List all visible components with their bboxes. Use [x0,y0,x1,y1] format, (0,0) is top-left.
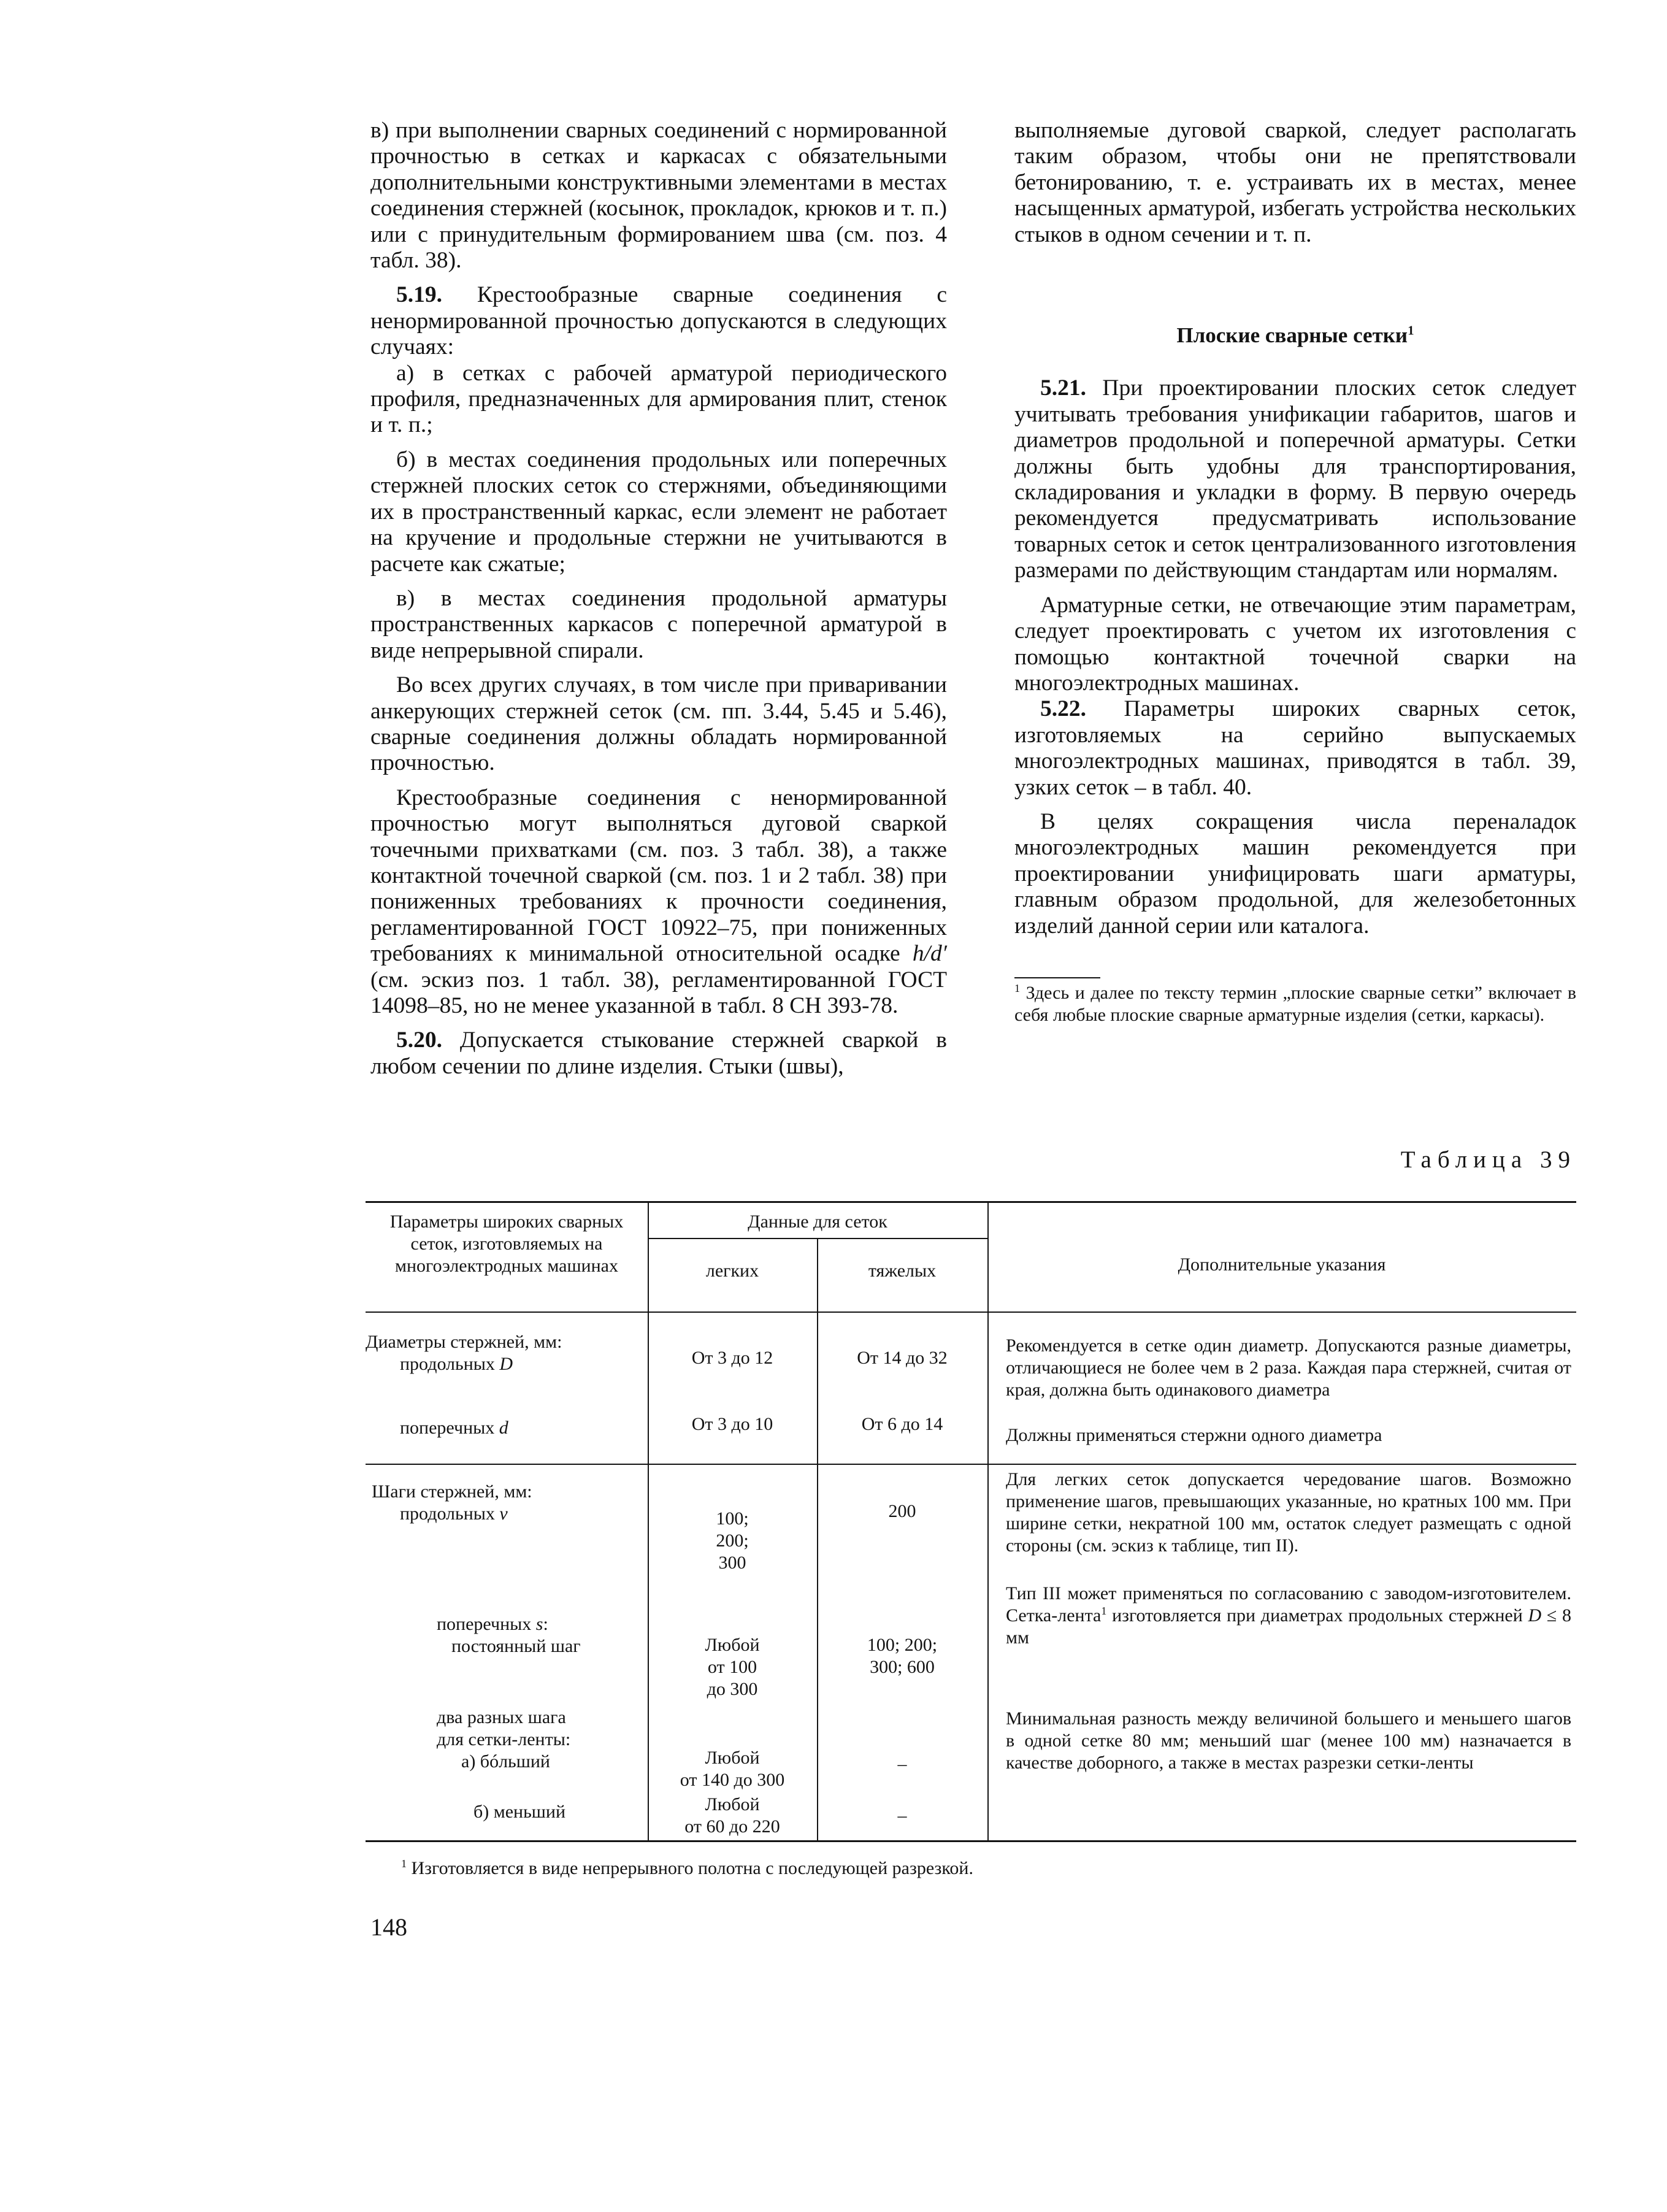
row-rule [366,1464,1576,1465]
table-bottom-rule [366,1840,1576,1842]
header-bottom-rule [366,1311,1576,1313]
formula: h/d′ [912,941,947,967]
paragraph-5-19 [370,282,947,360]
table-cell [648,1508,817,1574]
footnote-text: Здесь и далее по тексту термин „плоские сварные сетки” включает в себя любые плоские сварные арматурные изделия (сетки, каркасы). [1014,982,1576,1025]
note-text: изготовляется при диаметрах продольных стержней [1106,1605,1523,1626]
column-rule [817,1238,818,1840]
cell-line: от 140 до 300 [680,1770,785,1790]
table-caption: Таблица 39 [1400,1146,1576,1173]
table-cell [648,1634,817,1700]
paragraph: б) в местах соединения продольных или поперечных стержней плоских сеток со стержнями, объединяющими их в пространственный каркас, если элемент не работает на кручение и продольные стержни не учитываются в расчете как сжатые; [370,447,947,577]
cell-line: до 300 [707,1679,758,1699]
symbol: d [499,1418,508,1438]
row-label [400,1417,645,1439]
table-cell: От 3 до 10 [691,1414,773,1434]
symbol: D [1528,1605,1542,1626]
table-top-rule [366,1201,1576,1203]
cell-line: Любой [705,1794,760,1815]
cell-line: 300; 600 [870,1657,935,1677]
note-cell: Для легких сеток допускается чередование шагов. Возможно применение шагов, превышающих указанные, но кратных 100 мм. При ширине сетки, некратной 100 мм, остаток следует размещать с одной стороны (см. эскиз к таблице, тип II). [1006,1469,1571,1556]
clause-number: 5.19. [396,282,442,308]
symbol: D [499,1354,513,1374]
row-label: б) меньший [473,1802,565,1822]
row-label [437,1707,645,1751]
paragraph-5-22 [1014,696,1576,801]
clause-text: Допускается стыкование стержней сваркой в любом сечении по длине изделия. Стыки (швы), [370,1027,948,1079]
footnote-mark: 1 [1014,981,1020,994]
footnote-mark: 1 [1408,323,1414,338]
label-text: поперечных [437,1614,532,1634]
footnote-mark: 1 [1101,1605,1107,1617]
page-number: 148 [370,1913,407,1941]
note-cell: Должны применяться стержни одного диаметра [1006,1425,1382,1445]
cell-line: 200; [716,1530,749,1551]
row-label: постоянный шаг [451,1636,581,1656]
column-rule [987,1201,989,1840]
table-cell [648,1794,817,1838]
cell-line: от 100 [707,1657,757,1677]
table-cell: От 6 до 14 [861,1414,943,1434]
clause-number: 5.20. [396,1027,442,1053]
label-line: два разных шага [437,1707,566,1727]
label-text: поперечных [400,1418,495,1438]
note-text: Тип III может применяться по согласованию с заводом-изготовителем. Сетка-лента [1006,1583,1571,1626]
paragraph: а) в сетках с рабочей арматурой периодического профиля, предназначенных для армирования плит, стенок и т. п.; [370,360,947,438]
header-notes: Дополнительные указания [1178,1254,1386,1275]
table-cell: От 14 до 32 [857,1348,948,1368]
label-line: для сетки-ленты: [437,1729,571,1749]
note-text: ≤ 8 мм [1006,1605,1571,1648]
footnote [1014,982,1576,1026]
table-cell [817,1634,987,1678]
note-cell [1006,1583,1571,1649]
paragraph: В целях сокращения числа переналадок многоэлектродных машин рекомендуется при проектировании унифицировать шаги арматуры, главным образом продольной, для железобетонных изделий данной серии или каталога. [1014,808,1576,939]
footnote-divider [1014,977,1100,978]
section-heading [1014,323,1576,348]
note-cell: Рекомендуется в сетке один диаметр. Допускаются разные диаметры, отличающиеся не более чем в 2 раза. Каждая пара стержней, считая от края, должна быть одинакового диаметра [1006,1335,1571,1400]
row-label [400,1353,645,1375]
clause-text: Крестообразные сварные соединения с ненормированной прочностью допускаются в следующих случаях: [370,282,947,360]
row-label: а) бóльший [461,1751,550,1772]
table-cell [648,1747,817,1791]
clause-number: 5.22. [1040,696,1086,722]
label-text: продольных [400,1503,495,1524]
label-text: продольных [400,1354,495,1374]
paragraph-5-20 [370,1027,947,1080]
cell-line: 100; 200; [867,1635,938,1655]
paragraph [370,785,947,1020]
note-cell: Минимальная разность между величиной большего и меньшего шагов в одной сетке 80 мм; меньший шаг (менее 100 мм) назначается в качестве доборного, а также в местах разрезки сетки-ленты [1006,1708,1571,1773]
paragraph-5-21 [1014,375,1576,583]
cell-line: Любой [705,1748,760,1768]
footnote-mark: 1 [401,1857,407,1870]
row-label: поперечных s: [437,1614,548,1634]
row-label: Шаги стержней, мм: [372,1481,532,1502]
header-light: легких [705,1261,759,1281]
cell-line: 100; [716,1508,749,1529]
table-cell: От 3 до 12 [691,1348,773,1368]
footnote-text: Изготовляется в виде непрерывного полотна с последующей разрезкой. [411,1858,973,1878]
table-39 [366,1201,1576,1845]
cell-line: Любой [705,1635,760,1655]
paragraph: в) в местах соединения продольной арматуры пространственных каркасов с поперечной арматурой в виде непрерывной спирали. [370,585,947,663]
clause-text: При проектировании плоских сеток следует учитывать требования унификации габаритов, шагов и диаметров продольной и поперечной арматуры. Сетки должны быть удобны для транспортирования, складирования и укладки в форму. В первую очередь рекомендуется предусматривать использование товарных сеток и сеток централизованного изготовления размерами по действующим стандартам или нормалям. [1014,375,1577,583]
clause-text: Параметры широких сварных сеток, изготовляемых на серийно выпускаемых многоэлектродных машинах, приводятся в табл. 39, узких сеток – в табл. 40. [1014,696,1577,800]
header-heavy: тяжелых [868,1261,937,1281]
heading-text: Плоские сварные сетки [1176,323,1408,348]
right-column [1014,118,1576,1026]
table-cell: – [897,1754,907,1774]
row-label [400,1503,645,1525]
symbol: v [499,1503,508,1524]
table-cell: – [897,1805,907,1826]
header-params: Параметры широких сварных сеток, изготовляемых на многоэлектродных машинах [389,1212,624,1276]
header-data-group: Данные для сеток [748,1212,887,1232]
paragraph: в) при выполнении сварных соединений с нормированной прочностью в сетках и каркасах с обязательными дополнительными конструктивными элементами в местах соединения стержней (косынок, прокладок, крюков и т. п.) или с принудительным формированием шва (см. поз. 4 табл. 38). [370,118,947,274]
cell-line: 300 [718,1553,746,1573]
paragraph: Во всех других случаях, в том числе при приваривании анкерующих стержней сеток (см. пп. 3.44, 5.45 и 5.46), сварные соединения должны обладать нормированной прочностью. [370,672,947,776]
clause-number: 5.21. [1040,375,1086,401]
paragraph: выполняемые дуговой сваркой, следует располагать таким образом, чтобы они не препятствовали бетонированию, т. е. устраивать их в местах, менее насыщенных арматурой, избегать устройства нескольких стыков в одном сечении и т. п. [1014,118,1576,247]
left-column [370,118,947,1080]
row-label: Диаметры стержней, мм: [366,1332,562,1352]
paragraph: Арматурные сетки, не отвечающие этим параметрам, следует проектировать с учетом их изготовления с помощью контактной точечной сварки на многоэлектродных машинах. [1014,592,1576,696]
cell-line: от 60 до 220 [684,1816,780,1837]
symbol: s [535,1614,543,1634]
text-segment: (см. эскиз поз. 1 табл. 38), регламентированной ГОСТ 14098–85, но не менее указанной в табл. 8 СН 393-78. [370,967,947,1018]
table-cell: 200 [888,1501,916,1521]
table-footnote [401,1857,973,1880]
text-segment: Крестообразные соединения с ненормированной прочностью могут выполняться дуговой сваркой точечными прихватками (см. поз. 3 табл. 38), а также контактной точечной сваркой (см. поз. 1 и 2 табл. 38) при пониженных требованиях к прочности соединения, регламентированной ГОСТ 10922–75, при пониженных требованиях к минимальной относительной осадке [370,785,947,967]
